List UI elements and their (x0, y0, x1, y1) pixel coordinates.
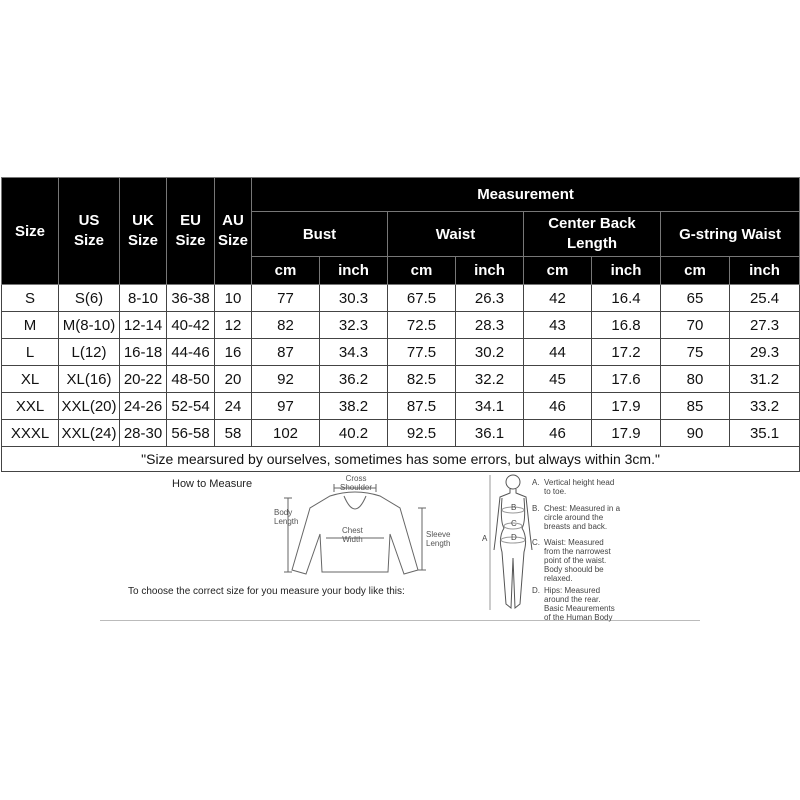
cell-bust-inch: 40.2 (320, 420, 388, 447)
cell-bust-cm: 82 (252, 312, 320, 339)
unit-inch: inch (320, 257, 388, 285)
cell-gstring-inch: 31.2 (730, 366, 800, 393)
table-row (2, 339, 800, 366)
cell-waist-inch: 32.2 (456, 366, 524, 393)
header-size: Size (2, 178, 59, 285)
cell-us-size: XL(16) (59, 366, 120, 393)
cell-au-size: 16 (215, 339, 252, 366)
cell-size: XL (2, 366, 59, 393)
unit-inch: inch (730, 257, 800, 285)
cell-bust-inch: 32.3 (320, 312, 388, 339)
cell-uk-size: 12-14 (120, 312, 167, 339)
unit-inch: inch (592, 257, 661, 285)
header-cbl-line2: Length (567, 235, 617, 252)
cell-waist-cm: 67.5 (388, 285, 456, 312)
cell-gstring-inch: 33.2 (730, 393, 800, 420)
table-row (2, 285, 800, 312)
legend-a-text (544, 478, 664, 496)
header-uk-size (120, 178, 167, 285)
cell-gstring-cm: 75 (661, 339, 730, 366)
legend-b-text (544, 504, 664, 531)
cell-us-size: M(8-10) (59, 312, 120, 339)
how-to-measure-title: How to Measure (172, 478, 253, 490)
legend-c-text (544, 538, 664, 583)
header-measurement: Measurement (252, 178, 800, 212)
cell-au-size: 24 (215, 393, 252, 420)
cell-cbl-cm: 46 (524, 393, 592, 420)
cell-cbl-cm: 42 (524, 285, 592, 312)
cell-cbl-inch: 16.4 (592, 285, 661, 312)
legend-d-line1: Hips: Measured (544, 586, 601, 595)
unit-cm: cm (661, 257, 730, 285)
cell-us-size: L(12) (59, 339, 120, 366)
size-chart-table (1, 177, 800, 472)
legend-b-letter: B. (532, 504, 540, 513)
body-length-line1: Body (274, 508, 293, 517)
legend-d-line3: Basic Meaurements (544, 604, 615, 613)
legend-a-line2: to toe. (544, 487, 567, 496)
cross-shoulder-line2: Shoulder (340, 483, 373, 492)
legend-c-line4: Body shoould be (544, 565, 604, 574)
size-note: "Size mearsured by ourselves, sometimes has some errors, but always within 3cm." (2, 447, 800, 472)
cell-waist-inch: 36.1 (456, 420, 524, 447)
header-eu-size-line2: Size (175, 232, 206, 249)
cell-au-size: 10 (215, 285, 252, 312)
legend-d-line2: around the rear. (544, 595, 601, 604)
cell-gstring-cm: 65 (661, 285, 730, 312)
legend-c-line1: Waist: Measured (544, 538, 604, 547)
legend-b-line3: breasts and back. (544, 522, 608, 531)
table-row (2, 420, 800, 447)
legend-c-line5: relaxed. (544, 574, 573, 583)
cell-waist-inch: 26.3 (456, 285, 524, 312)
cell-bust-inch: 36.2 (320, 366, 388, 393)
cell-eu-size: 40-42 (167, 312, 215, 339)
cell-gstring-cm: 85 (661, 393, 730, 420)
cell-waist-inch: 28.3 (456, 312, 524, 339)
figure-label-c: C (511, 519, 517, 528)
legend-a-line1: Vertical height head (544, 478, 615, 487)
cell-waist-cm: 72.5 (388, 312, 456, 339)
cell-us-size: S(6) (59, 285, 120, 312)
cell-size: M (2, 312, 59, 339)
cell-gstring-inch: 35.1 (730, 420, 800, 447)
cell-us-size: XXL(24) (59, 420, 120, 447)
header-uk-size-line1: UK (132, 212, 154, 229)
header-waist: Waist (388, 212, 524, 257)
table-body (2, 285, 800, 447)
header-bust: Bust (252, 212, 388, 257)
figure-label-b: B (511, 503, 517, 512)
cell-waist-inch: 30.2 (456, 339, 524, 366)
figure-label-a: A (482, 534, 488, 543)
legend-d-letter: D. (532, 586, 540, 595)
cell-bust-cm: 102 (252, 420, 320, 447)
legend-c-letter: C. (532, 538, 540, 547)
unit-cm: cm (252, 257, 320, 285)
cell-cbl-inch: 17.2 (592, 339, 661, 366)
cell-cbl-inch: 17.6 (592, 366, 661, 393)
body-length-label (274, 508, 298, 526)
chest-width-line2: Width (342, 535, 363, 544)
how-to-measure-section (100, 470, 700, 621)
cell-gstring-inch: 27.3 (730, 312, 800, 339)
cell-bust-inch: 34.3 (320, 339, 388, 366)
cell-bust-inch: 38.2 (320, 393, 388, 420)
cell-cbl-cm: 44 (524, 339, 592, 366)
cell-cbl-inch: 17.9 (592, 420, 661, 447)
legend-a-letter: A. (532, 478, 540, 487)
cell-bust-cm: 77 (252, 285, 320, 312)
cell-waist-cm: 77.5 (388, 339, 456, 366)
legend-b-line1: Chest: Measured in a (544, 504, 621, 513)
cell-waist-cm: 82.5 (388, 366, 456, 393)
header-au-size (215, 178, 252, 285)
legend-b-line2: circle around the (544, 513, 604, 522)
cell-cbl-cm: 46 (524, 420, 592, 447)
sleeve-length-line1: Sleeve (426, 530, 451, 539)
cell-waist-cm: 87.5 (388, 393, 456, 420)
cell-gstring-cm: 80 (661, 366, 730, 393)
cell-au-size: 20 (215, 366, 252, 393)
header-au-size-line2: Size (217, 232, 248, 249)
cell-eu-size: 52-54 (167, 393, 215, 420)
cell-au-size: 58 (215, 420, 252, 447)
sleeve-length-label (426, 530, 450, 548)
choose-size-instruction: To choose the correct size for you measure your body like this: (128, 586, 405, 597)
header-uk-size-line2: Size (127, 232, 158, 249)
header-center-back-length (524, 212, 661, 257)
cell-eu-size: 36-38 (167, 285, 215, 312)
cross-shoulder-line1: Cross (345, 474, 367, 483)
cell-size: XXL (2, 393, 59, 420)
cell-cbl-inch: 17.9 (592, 393, 661, 420)
unit-cm: cm (388, 257, 456, 285)
cell-uk-size: 20-22 (120, 366, 167, 393)
unit-inch: inch (456, 257, 524, 285)
cell-uk-size: 8-10 (120, 285, 167, 312)
cell-us-size: XXL(20) (59, 393, 120, 420)
cell-size: S (2, 285, 59, 312)
chest-width-label (342, 526, 363, 544)
header-au-size-line1: AU (222, 212, 244, 229)
cell-size: XXXL (2, 420, 59, 447)
table-row (2, 366, 800, 393)
cell-gstring-cm: 70 (661, 312, 730, 339)
header-eu-size-line1: EU (180, 212, 201, 229)
cell-bust-cm: 87 (252, 339, 320, 366)
cell-bust-cm: 92 (252, 366, 320, 393)
legend-d-text (544, 586, 664, 622)
figure-label-d: D (511, 533, 517, 542)
legend-c-line2: from the narrowest (544, 547, 611, 556)
cell-bust-cm: 97 (252, 393, 320, 420)
cell-cbl-cm: 43 (524, 312, 592, 339)
cell-eu-size: 48-50 (167, 366, 215, 393)
cell-eu-size: 56-58 (167, 420, 215, 447)
cell-au-size: 12 (215, 312, 252, 339)
cell-bust-inch: 30.3 (320, 285, 388, 312)
header-us-size-line2: Size (73, 232, 104, 249)
header-cbl-line1: Center Back (548, 215, 636, 232)
sleeve-length-line2: Length (426, 539, 451, 548)
header-eu-size (167, 178, 215, 285)
header-us-size (59, 178, 120, 285)
legend-d-line4: of the Human Body (544, 613, 613, 622)
cell-waist-inch: 34.1 (456, 393, 524, 420)
body-length-line2: Length (274, 517, 299, 526)
cell-gstring-cm: 90 (661, 420, 730, 447)
table-header (2, 178, 800, 285)
cell-uk-size: 24-26 (120, 393, 167, 420)
chest-width-line1: Chest (342, 526, 363, 535)
cross-shoulder-label (340, 474, 372, 492)
cell-cbl-inch: 16.8 (592, 312, 661, 339)
unit-cm: cm (524, 257, 592, 285)
cell-eu-size: 44-46 (167, 339, 215, 366)
legend-c-line3: point of the waist. (544, 556, 607, 565)
cell-size: L (2, 339, 59, 366)
cell-gstring-inch: 25.4 (730, 285, 800, 312)
cell-uk-size: 16-18 (120, 339, 167, 366)
header-us-size-line1: US (78, 212, 100, 229)
header-gstring-waist: G-string Waist (661, 212, 800, 257)
cell-uk-size: 28-30 (120, 420, 167, 447)
human-body-figure (488, 472, 538, 618)
cell-waist-cm: 92.5 (388, 420, 456, 447)
table-row (2, 393, 800, 420)
table-row (2, 312, 800, 339)
cell-gstring-inch: 29.3 (730, 339, 800, 366)
cell-cbl-cm: 45 (524, 366, 592, 393)
